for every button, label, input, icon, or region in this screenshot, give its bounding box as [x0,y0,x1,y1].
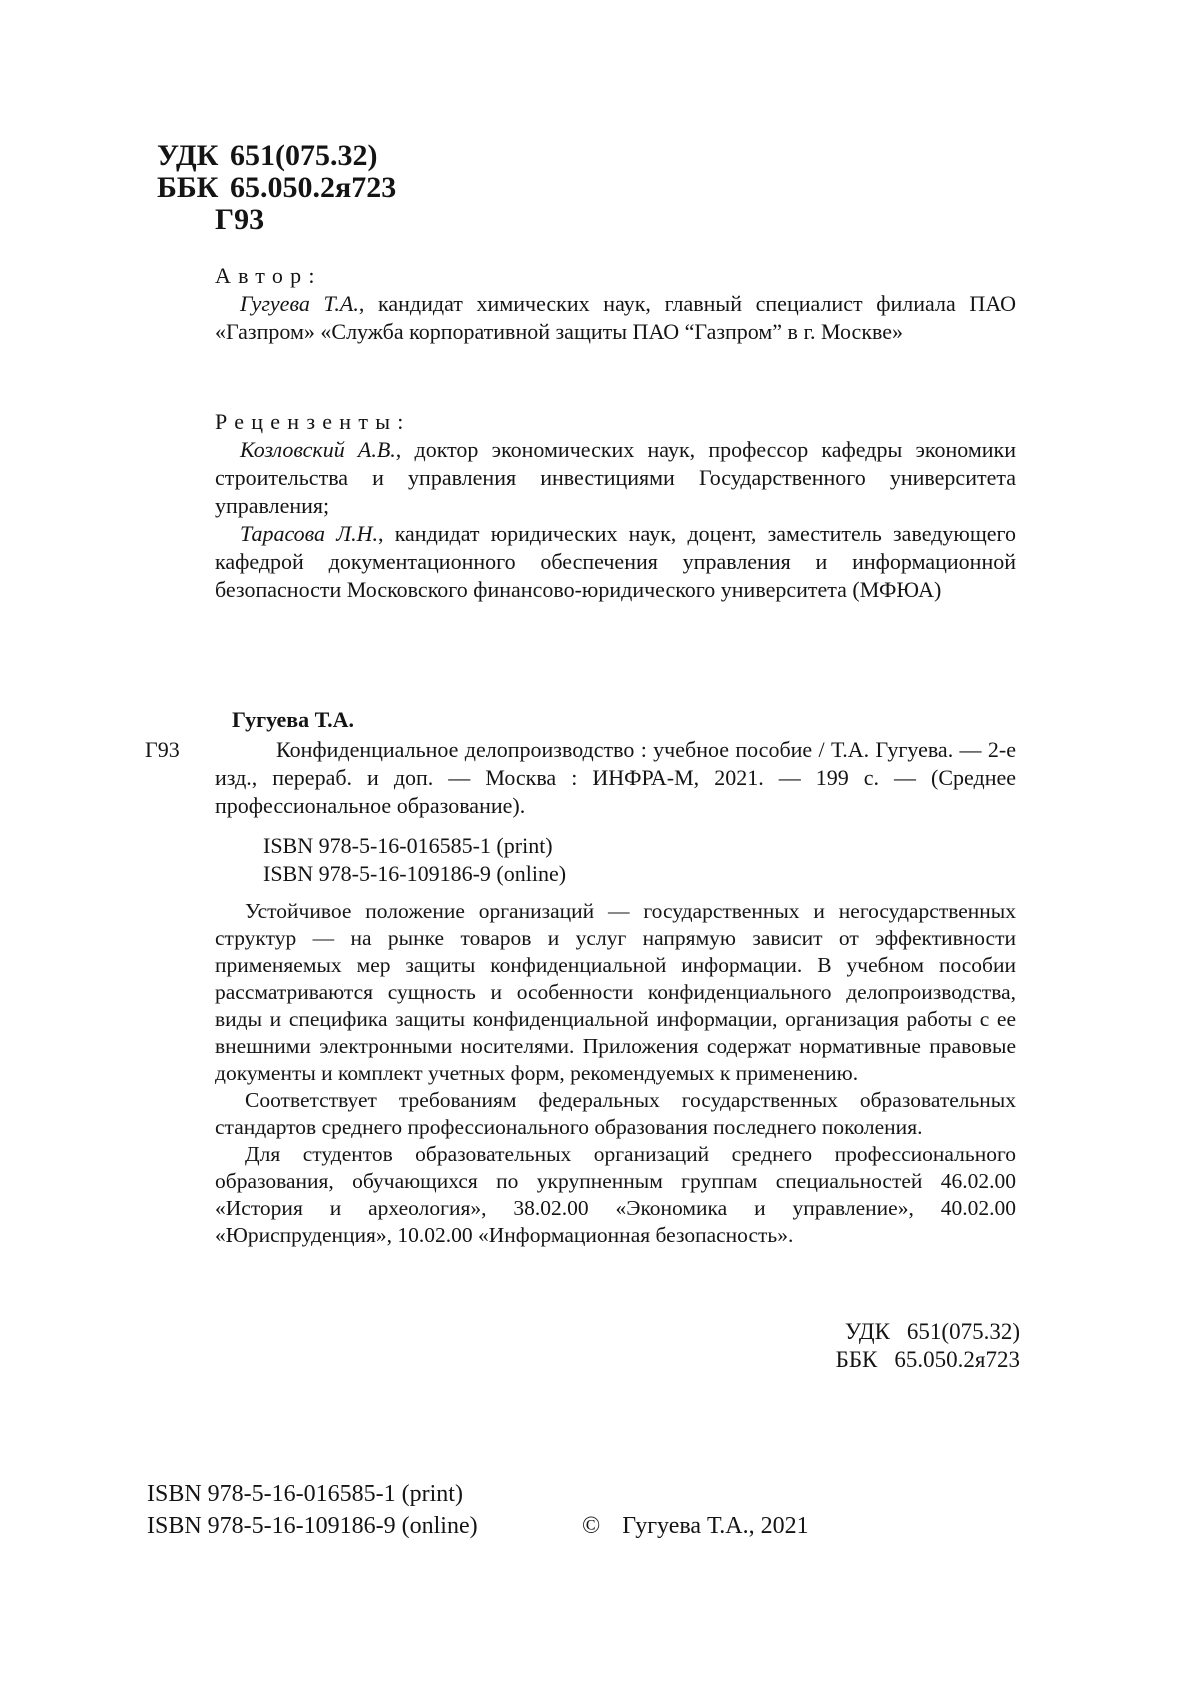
reviewers-section [215,408,1016,604]
isbn-block [263,832,566,888]
copyright-text: Гугуева Т.А., 2021 [622,1513,809,1539]
bbk-line [157,172,396,204]
author-section [215,262,1016,346]
reviewer-paragraph [215,436,1016,520]
catalog-description: Конфиденциальное делопроизводство : учебное пособие / Т.А. Гугуева. — 2-е изд., перераб. и доп. — Москва : ИНФРА-М, 2021. — 199 с. — (Среднее профессиональное образование). [215,737,1016,818]
author-sign: Г93 [215,203,265,236]
footer-isbn-online: ISBN 978-5-16-109186-9 (online) [147,1513,478,1539]
classification-codes-top [157,140,396,236]
udk-label-bottom: УДК [844,1319,890,1344]
reviewers-heading: Рецензенты: [215,409,411,434]
bbk-label: ББК [157,171,219,204]
annotation-paragraph-1: Устойчивое положение организаций — государственных и негосударственных структур — на рынке товаров и услуг напрямую зависит от эффективности применяемых мер защиты конфиденциальной информации. В учебном пособии рассматриваются сущность и особенности конфиденциального делопроизводства, виды и специфика защиты конфиденциальной информации, организация работы с ее внешними электронными носителями. Приложения содержат нормативные правовые документы и комплект учетных форм, рекомендуемых к применению. [215,899,1016,1085]
isbn-online-line: ISBN 978-5-16-109186-9 (online) [263,861,567,886]
footer-isbn-print: ISBN 978-5-16-016585-1 (print) [147,1481,463,1507]
bbk-label-bottom: ББК [835,1347,878,1372]
reviewer-name: Тарасова Л.Н. [240,521,379,546]
copyright-notice [582,1510,809,1542]
annotation-section [215,898,1016,1249]
classification-codes-bottom [836,1318,1020,1374]
udk-value: 651(075.32) [230,139,378,172]
footer-line-2 [147,1510,1047,1542]
udk-line-bottom [836,1318,1020,1346]
author-details: , кандидат химических наук, главный специалист филиала ПАО «Газпром» «Служба корпоративной защиты ПАО “Газпром” в г. Москве» [215,291,1016,344]
copyright-symbol: © [582,1513,601,1539]
annotation-paragraph-3: Для студентов образовательных организаций среднего профессионального образования, обучающихся по укрупненным группам специальностей 46.02.00 «История и археология», 38.02.00 «Экономика и управление», 40.02.00 «Юриспруденция», 10.02.00 «Информационная безопасность». [215,1142,1016,1247]
reviewer-name: Козловский А.В. [240,437,396,462]
catalog-author-heading: Гугуева Т.А. [232,707,354,732]
reviewer-paragraph [215,520,1016,604]
reviewer-details: , кандидат юридических наук, доцент, заместитель заведующего кафедрой документационного обеспечения управления и информационной безопасности Московского финансово-юридического университета (МФЮА) [215,521,1016,602]
catalog-entry [145,736,1016,820]
bbk-value-bottom: 65.050.2я723 [894,1347,1020,1372]
catalog-author-sign: Г93 [145,737,180,762]
author-paragraph [215,290,1016,346]
catalog-card [145,706,1016,820]
reviewer-details: , доктор экономических наук, профессор кафедры экономики строительства и управления инвестициями Государственного университета управления; [215,437,1016,518]
annotation-paragraph-2: Соответствует требованиям федеральных государственных образовательных стандартов среднего профессионального образования последнего поколения. [215,1088,1016,1139]
udk-label: УДК [157,139,219,172]
bbk-value: 65.050.2я723 [230,171,397,204]
udk-line [157,140,396,172]
bbk-line-bottom [836,1346,1020,1374]
author-name: Гугуева Т.А. [240,291,359,316]
footer [147,1478,1047,1542]
udk-value-bottom: 651(075.32) [906,1319,1020,1344]
isbn-print-line: ISBN 978-5-16-016585-1 (print) [263,833,553,858]
author-heading: Автор: [215,263,322,288]
